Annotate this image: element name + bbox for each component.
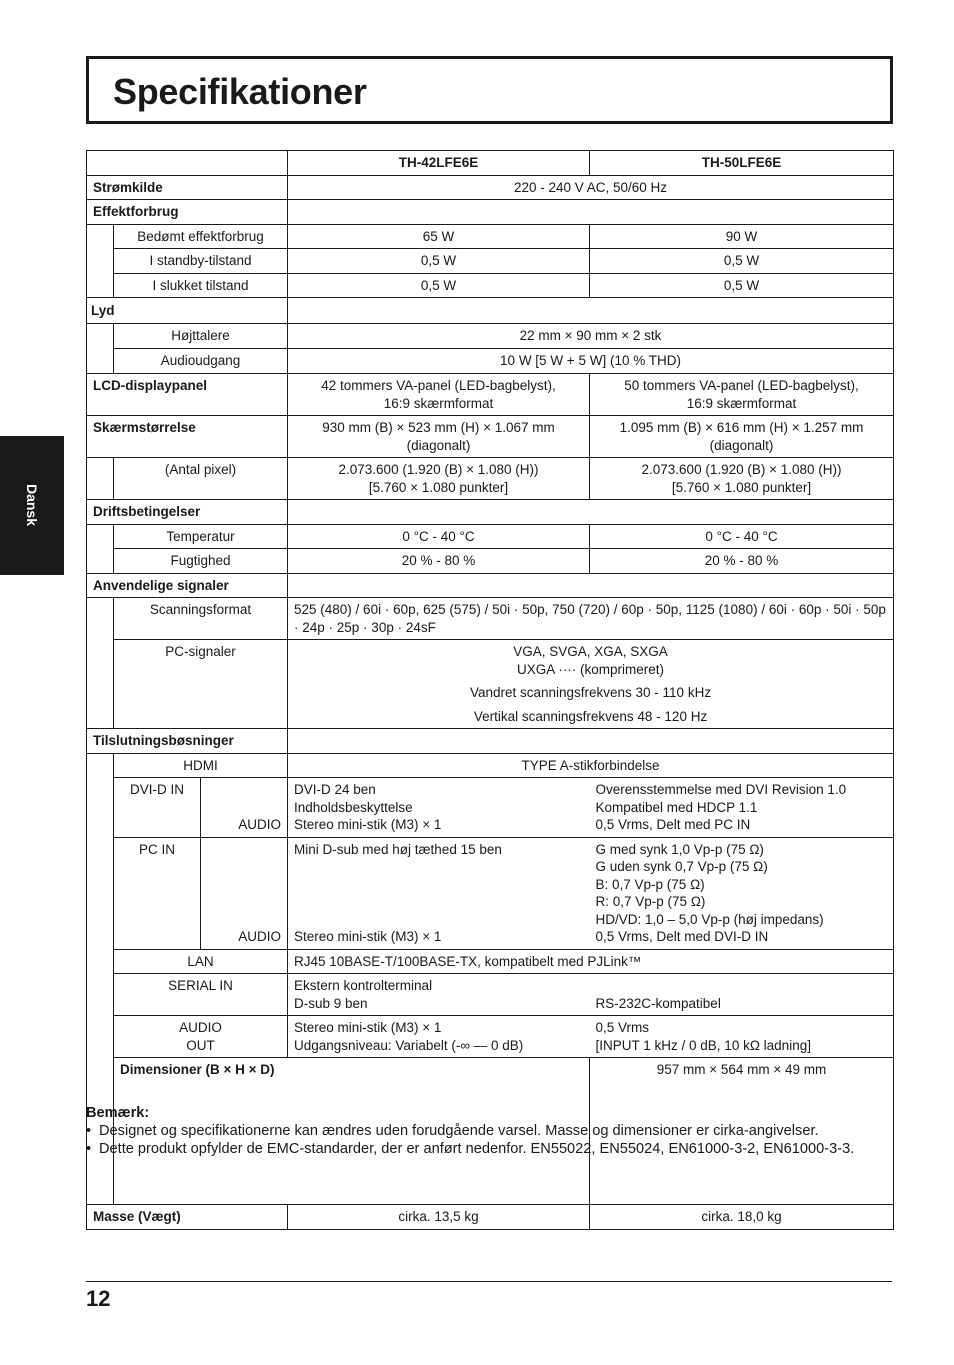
- header-empty-cell: [87, 151, 288, 176]
- value-line: 16:9 skærmformat: [686, 395, 797, 411]
- row-value: 525 (480) / 60i · 60p, 625 (575) / 50i · 50p, 750 (720) / 60p · 50p, 1125 (1080) / 60i · 60p · 50i · 50p · 24p · 25p · 30p · 24sF: [288, 598, 894, 640]
- row-label: LAN: [114, 949, 288, 974]
- row-value: 0,5 W: [288, 249, 590, 274]
- value-line: 0,5 Vrms, Delt med PC IN: [595, 817, 751, 832]
- value-line: G med synk 1,0 Vp-p (75 Ω): [595, 841, 764, 857]
- table-row: [87, 573, 894, 598]
- language-tab-label: Dansk: [24, 483, 40, 527]
- row-label: DVI-D IN: [114, 778, 201, 838]
- row-value: 0,5 W: [590, 273, 894, 298]
- value-line: 0,5 Vrms: [595, 1020, 650, 1035]
- row-value: [288, 458, 590, 500]
- value-line: Kompatibel med HDCP 1.1: [595, 799, 758, 815]
- value-line: 50 tommers VA-panel (LED-bagbelyst),: [624, 378, 859, 393]
- value-line: 42 tommers VA-panel (LED-bagbelyst),: [321, 378, 556, 393]
- row-value: 0 °C - 40 °C: [288, 524, 590, 549]
- value-line: DVI-D 24 ben: [294, 782, 376, 797]
- table-row: [87, 837, 894, 949]
- row-value: [590, 974, 894, 1016]
- row-value: 220 - 240 V AC, 50/60 Hz: [288, 175, 894, 200]
- page-number: 12: [86, 1286, 111, 1311]
- table-row: [87, 524, 894, 549]
- table-row: [87, 1205, 894, 1230]
- table-row: [87, 200, 894, 225]
- row-value: [288, 778, 590, 838]
- value-line: Stereo mini-stik (M3) × 1: [294, 929, 442, 944]
- indent-cell: [87, 458, 114, 500]
- row-value-empty: [288, 298, 894, 324]
- row-value: 0 °C - 40 °C: [590, 524, 894, 549]
- spec-table: [86, 150, 894, 1230]
- value-line: 1.095 mm (B) × 616 mm (H) × 1.257 mm: [619, 420, 864, 435]
- indent-cell: [87, 524, 114, 573]
- row-label: Anvendelige signaler: [87, 573, 288, 598]
- table-row: [87, 640, 894, 729]
- row-label: HDMI: [114, 753, 288, 778]
- row-label: Effektforbrug: [87, 200, 288, 225]
- row-value: [590, 778, 894, 838]
- value-line: Overensstemmelse med DVI Revision 1.0: [595, 782, 847, 797]
- value-line: UXGA ···· (komprimeret): [517, 661, 665, 677]
- row-label: (Antal pixel): [114, 458, 288, 500]
- row-label: Scanningsformat: [114, 598, 288, 640]
- language-tab: [0, 436, 64, 575]
- value-line: R: 0,7 Vp-p (75 Ω): [595, 894, 706, 909]
- row-value: cirka. 18,0 kg: [590, 1205, 894, 1230]
- row-label: Dimensioner (B × H × D): [114, 1058, 590, 1205]
- row-value: 20 % - 80 %: [288, 549, 590, 574]
- row-value: cirka. 13,5 kg: [288, 1205, 590, 1230]
- row-label: Audioudgang: [114, 349, 288, 374]
- row-value: [288, 416, 590, 458]
- table-row: [87, 729, 894, 754]
- value-line: B: 0,7 Vp-p (75 Ω): [595, 876, 705, 892]
- row-label: Højttalere: [114, 324, 288, 349]
- value-line: Ekstern kontrolterminal: [294, 978, 433, 993]
- row-label: Driftsbetingelser: [87, 500, 288, 525]
- indent-cell: [87, 324, 114, 374]
- value-line: Indholdsbeskyttelse: [294, 799, 413, 815]
- table-row: [87, 416, 894, 458]
- row-value: 0,5 W: [288, 273, 590, 298]
- row-value: [288, 974, 590, 1016]
- row-value: [590, 1016, 894, 1058]
- row-value: RJ45 10BASE-T/100BASE-TX, kompatibelt med PJLink™: [288, 949, 894, 974]
- value-line: HD/VD: 1,0 – 5,0 Vp-p (høj impedans): [595, 911, 824, 927]
- value-line: D-sub 9 ben: [294, 995, 368, 1011]
- row-label: I slukket tilstand: [114, 273, 288, 298]
- table-row: [87, 1016, 894, 1058]
- row-value: 957 mm × 564 mm × 49 mm: [590, 1058, 894, 1205]
- row-value: 65 W: [288, 224, 590, 249]
- table-row: [87, 549, 894, 574]
- label-line: OUT: [186, 1037, 215, 1053]
- value-line: 2.073.600 (1.920 (B) × 1.080 (H)): [338, 462, 539, 477]
- row-label: Temperatur: [114, 524, 288, 549]
- model-1-header: TH-42LFE6E: [288, 151, 590, 176]
- value-line: Mini D-sub med høj tæthed 15 ben: [294, 841, 502, 857]
- row-value: [288, 374, 590, 416]
- row-label: Bedømt effektforbrug: [114, 224, 288, 249]
- value-line: [5.760 × 1.080 punkter]: [368, 479, 509, 495]
- row-value-empty: [288, 729, 894, 754]
- table-row: [87, 324, 894, 349]
- table-row: [87, 273, 894, 298]
- row-value: 20 % - 80 %: [590, 549, 894, 574]
- row-value: 0,5 W: [590, 249, 894, 274]
- row-value: [590, 416, 894, 458]
- value-line: Stereo mini-stik (M3) × 1: [294, 817, 442, 832]
- table-row: [87, 374, 894, 416]
- indent-cell: [87, 224, 114, 298]
- value-line: RS-232C-kompatibel: [595, 995, 721, 1011]
- table-row: [87, 500, 894, 525]
- page-title: Specifikationer: [113, 71, 367, 112]
- note-heading: Bemærk:: [86, 1105, 150, 1121]
- table-row: [87, 249, 894, 274]
- row-value: 22 mm × 90 mm × 2 stk: [288, 324, 894, 349]
- table-row: [87, 458, 894, 500]
- row-label: [114, 1016, 288, 1058]
- note-item: • Dette produkt opfylder de EMC-standarder, der er anført nedenfor. EN55022, EN55024, EN61000-3-2, EN61000-3-3.: [86, 1140, 906, 1158]
- row-label: PC-signaler: [114, 640, 288, 729]
- table-header-row: [87, 151, 894, 176]
- row-value: 90 W: [590, 224, 894, 249]
- value-line: G uden synk 0,7 Vp-p (75 Ω): [595, 859, 768, 874]
- row-label: I standby-tilstand: [114, 249, 288, 274]
- table-row: [87, 753, 894, 778]
- table-row: [87, 224, 894, 249]
- row-sublabel: AUDIO: [201, 837, 288, 949]
- table-row: [87, 175, 894, 200]
- row-value: [590, 837, 894, 949]
- row-value-empty: [288, 200, 894, 225]
- row-label: SERIAL IN: [114, 974, 288, 1016]
- row-value: [590, 374, 894, 416]
- row-label: Masse (Vægt): [87, 1205, 288, 1230]
- row-label: LCD-displaypanel: [87, 374, 288, 416]
- value-line: (diagonalt): [709, 437, 774, 453]
- value-line: Vandret scanningsfrekvens 30 - 110 kHz: [469, 685, 712, 700]
- table-row: [87, 298, 894, 324]
- value-line: Vertikal scanningsfrekvens 48 - 120 Hz: [473, 708, 708, 724]
- table-row: [87, 778, 894, 838]
- row-label: Fugtighed: [114, 549, 288, 574]
- row-label: Tilslutningsbøsninger: [87, 729, 288, 754]
- row-label: Skærmstørrelse: [87, 416, 288, 458]
- label-line: AUDIO: [179, 1020, 222, 1035]
- footer-divider: [86, 1281, 892, 1282]
- row-label: PC IN: [114, 837, 201, 949]
- value-line: Stereo mini-stik (M3) × 1: [294, 1020, 442, 1035]
- value-line: Udgangsniveau: Variabelt (-∞ — 0 dB): [294, 1037, 524, 1053]
- row-value-empty: [288, 500, 894, 525]
- row-value-empty: [288, 573, 894, 598]
- table-row: [87, 598, 894, 640]
- row-value: [288, 1016, 590, 1058]
- value-line: 930 mm (B) × 523 mm (H) × 1.067 mm: [322, 420, 555, 435]
- value-line: [5.760 × 1.080 punkter]: [671, 479, 812, 495]
- model-2-header: TH-50LFE6E: [590, 151, 894, 176]
- table-row: [87, 974, 894, 1016]
- value-line: VGA, SVGA, XGA, SXGA: [513, 644, 668, 659]
- note-item: • Designet og specifikationerne kan ændres uden forudgående varsel. Masse og dimensioner er cirka-angivelser.: [86, 1122, 906, 1140]
- row-value: [288, 837, 590, 949]
- value-line: [INPUT 1 kHz / 0 dB, 10 kΩ ladning]: [595, 1037, 811, 1053]
- row-value: [288, 640, 894, 729]
- row-sublabel: AUDIO: [201, 778, 288, 838]
- table-row: [87, 949, 894, 974]
- row-value: [590, 458, 894, 500]
- row-value: 10 W [5 W + 5 W] (10 % THD): [288, 349, 894, 374]
- indent-cell: [87, 598, 114, 729]
- value-line: 0,5 Vrms, Delt med DVI-D IN: [595, 929, 769, 944]
- row-value: TYPE A-stikforbindelse: [288, 753, 894, 778]
- value-line: 2.073.600 (1.920 (B) × 1.080 (H)): [641, 462, 842, 477]
- note-section: [86, 1104, 906, 1158]
- row-label: Strømkilde: [87, 175, 288, 200]
- title-box: [86, 56, 893, 124]
- value-line: (diagonalt): [406, 437, 471, 453]
- row-label: Lyd: [87, 298, 288, 324]
- value-line: 16:9 skærmformat: [383, 395, 494, 411]
- table-row: [87, 349, 894, 374]
